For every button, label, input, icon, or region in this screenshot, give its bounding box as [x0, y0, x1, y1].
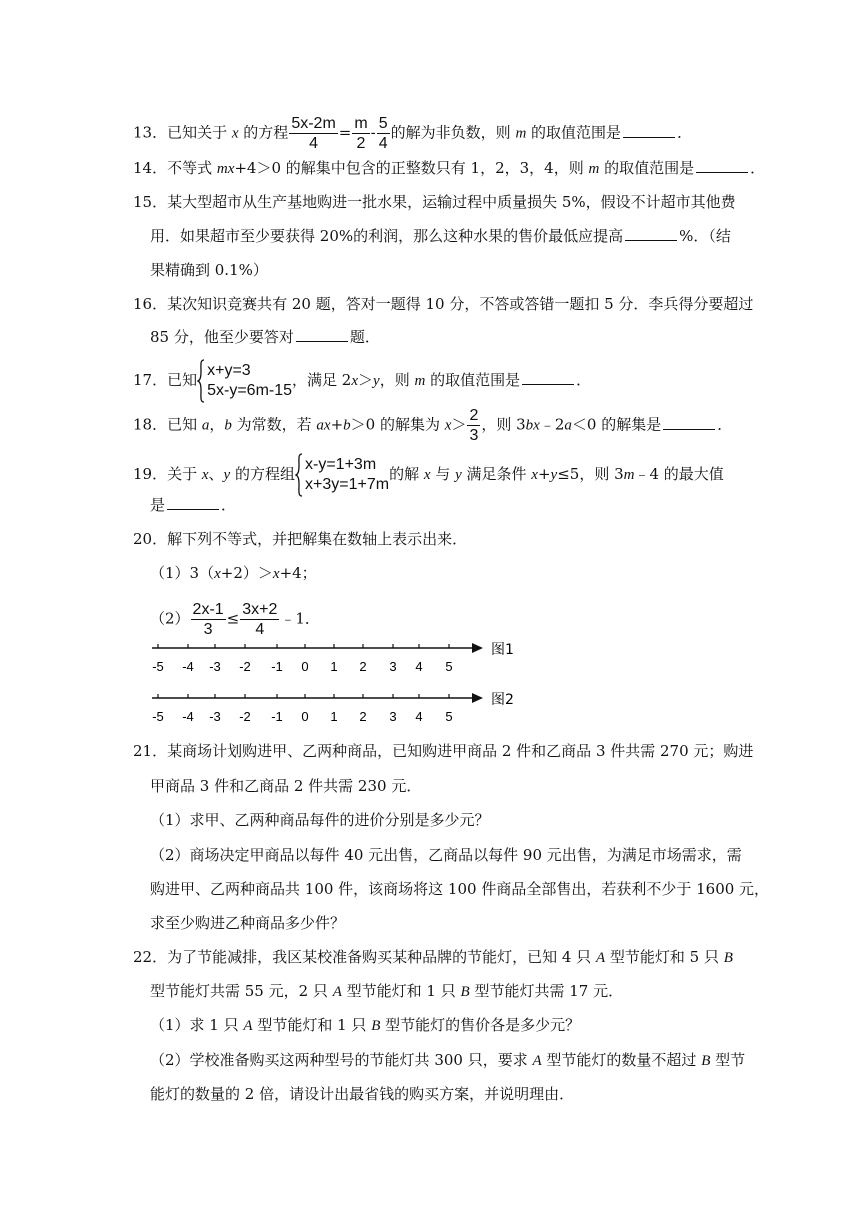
- q18-text-2: 为常数，若: [231, 415, 317, 434]
- q13-fraction-2: [352, 114, 369, 153]
- q19-equation-system: [295, 455, 389, 495]
- q13-text-2: 的方程: [238, 123, 289, 142]
- q20-text: 20．解下列不等式，并把解集在数轴上表示出来．: [133, 530, 468, 548]
- question-22-part-2-line-2: [150, 1084, 574, 1104]
- q13-text-4: 的取值范围是: [526, 123, 622, 142]
- q21-text-6: 求至少购进乙种商品多少件？: [150, 914, 346, 932]
- q22-text-4: 型节能灯和 1 只: [341, 982, 461, 1000]
- q19-text-2: 的方程组: [230, 465, 295, 483]
- q17-gt: ＞: [358, 371, 374, 389]
- q20-fraction-2: [240, 600, 279, 639]
- q17-text-4: 的取值范围是: [425, 371, 521, 389]
- q18-var-a: a: [201, 417, 210, 434]
- q20-le: ≤: [226, 609, 240, 628]
- q22-var-b-3: B: [371, 1018, 381, 1034]
- q17-equation-system: [197, 361, 292, 401]
- q18-comma: ，: [209, 415, 225, 434]
- q19-var-m: m: [623, 467, 635, 483]
- q14-text: 14．不等式: [133, 159, 217, 177]
- question-15-line-3: [150, 260, 268, 280]
- arrow-right-icon: [472, 643, 483, 653]
- q20-part1-text: （1）3（: [150, 564, 215, 582]
- q21-text-3: （1）求甲、乙两种商品每件的进价分别是多少元？: [150, 811, 490, 829]
- q17-equation-1: x+y=3: [207, 362, 251, 379]
- answer-blank[interactable]: [623, 123, 675, 138]
- number-line-tick-label: -3: [209, 659, 221, 674]
- q14-var-m: m: [588, 161, 600, 177]
- q18-expr: ax: [316, 417, 331, 434]
- number-line-tick-label: 1: [330, 709, 338, 724]
- q15-text-2: 用．如果超市至少要获得 20%的利润，那么这种水果的售价最低应提高: [150, 227, 624, 245]
- q18-var-b-2: b: [343, 417, 351, 434]
- q18-var-b: b: [224, 417, 232, 434]
- number-line-tick-label: -1: [271, 709, 283, 724]
- answer-blank[interactable]: [296, 327, 348, 342]
- question-19-line-2: [150, 495, 236, 515]
- q17-var-y: y: [373, 373, 380, 389]
- q21-text-5: 购进甲、乙两种商品共 100 件，该商场将这 100 件商品全部售出，若获利不少于 1600 元，: [150, 880, 770, 898]
- q21-text-4: （2）商场决定甲商品以每件 40 元出售，乙商品以每件 90 元出售，为满足市场需求，需: [150, 846, 742, 864]
- question-21-part-2-line-2: [150, 879, 769, 899]
- q22-text-9: （2）学校准备购买这两种型号的节能灯共 300 只，要求: [150, 1051, 533, 1069]
- q13-fraction-3: [377, 114, 390, 153]
- q13-fraction-3-num: 5: [378, 115, 388, 132]
- q20-fraction-2-num: 3x+2: [242, 601, 278, 618]
- q22-var-a: A: [595, 950, 606, 966]
- question-21-line-2: [150, 776, 421, 796]
- number-line-tick-label: 3: [389, 709, 397, 724]
- number-line-tick-label: -4: [182, 659, 194, 674]
- number-line-2-svg: [150, 688, 530, 732]
- figure-label: 图2: [491, 692, 514, 708]
- question-22-part-1: [150, 1015, 580, 1036]
- q18-text-4: ，则 3: [481, 415, 526, 434]
- q19-var-y-2: y: [455, 467, 462, 483]
- q19-var-x: x: [201, 467, 209, 483]
- q22-text-7: 型节能灯和 1 只: [252, 1016, 372, 1034]
- q17-equation-2: 5x-y=6m-15: [207, 382, 293, 399]
- q22-var-a-3: A: [243, 1018, 253, 1034]
- question-20-part-2: [150, 600, 320, 639]
- number-line-tick-label: 5: [445, 659, 453, 674]
- question-17: [133, 361, 591, 401]
- q19-equation-2: x+3y=1+7m: [305, 476, 390, 493]
- q19-var-y: y: [223, 467, 231, 483]
- number-line-tick-label: -3: [209, 709, 221, 724]
- q18-gt: ＞: [451, 415, 467, 434]
- question-13: [133, 114, 692, 153]
- question-18: [133, 406, 732, 445]
- q19-var-x-2: x: [423, 467, 431, 483]
- q19-text-7: ﹣4 的最大值: [634, 465, 724, 483]
- brace-icon: [197, 359, 205, 403]
- q17-end: ．: [576, 371, 592, 389]
- q20-part1-text-2: +2）＞: [220, 564, 273, 582]
- q13-fraction-2-den: 2: [356, 135, 366, 152]
- question-16-line-2: [150, 327, 380, 347]
- q13-fraction-1: [289, 114, 337, 153]
- q19-text-8: 是: [150, 496, 166, 514]
- q18-var-a-2: a: [564, 417, 572, 434]
- q13-text-3: 的解为非负数，则: [390, 123, 516, 142]
- q20-fraction-1-den: 3: [203, 621, 213, 638]
- question-21-part-2: [150, 845, 742, 865]
- q22-var-a-4: A: [532, 1053, 542, 1069]
- q19-sep: 、: [208, 465, 224, 483]
- q13-minus: -: [370, 123, 376, 142]
- number-line-tick-label: -5: [152, 709, 164, 724]
- q21-text-2: 甲商品 3 件和乙商品 2 件共需 230 元．: [150, 777, 422, 795]
- q20-var-x-2: x: [272, 566, 280, 582]
- q22-var-b-4: B: [701, 1053, 711, 1069]
- q18-var-bx: bx: [525, 417, 540, 434]
- number-line-tick-label: 4: [415, 659, 423, 674]
- q13-fraction-2-num: m: [354, 115, 368, 132]
- q13-fraction-3-den: 4: [378, 135, 388, 152]
- q20-part2-text-2: ﹣1．: [280, 609, 320, 628]
- q18-text: 18．已知: [133, 415, 202, 434]
- q15-text-4: 果精确到 0.1%）: [150, 261, 268, 279]
- q20-part1-text-3: +4；: [279, 564, 317, 582]
- number-line-tick-label: -4: [182, 709, 194, 724]
- answer-blank[interactable]: [663, 415, 715, 430]
- q22-text-11: 型节: [710, 1051, 746, 1069]
- q19-text-4: 与: [430, 465, 456, 483]
- number-line-tick-label: -2: [239, 709, 251, 724]
- question-20: [133, 529, 467, 549]
- q19-text: 19．关于: [133, 465, 202, 483]
- question-21-part-2-line-3: [150, 913, 345, 933]
- q18-plus: +: [330, 415, 344, 434]
- q17-var-x: x: [351, 373, 358, 389]
- answer-blank[interactable]: [696, 158, 748, 173]
- number-line-1: [150, 638, 530, 682]
- question-20-part-1: [150, 563, 317, 584]
- q13-text: 13．已知关于: [133, 123, 232, 142]
- brace-icon: [295, 453, 303, 497]
- q14-text-3: 的取值范围是: [599, 159, 695, 177]
- q20-fraction-2-den: 4: [255, 621, 265, 638]
- q18-text-5: ﹣2: [539, 415, 565, 434]
- q14-expr: mx: [216, 161, 235, 177]
- q19-var-x-3: x: [531, 467, 538, 483]
- q16-text-1: 16．某次知识竞赛共有 20 题，答对一题得 10 分，不答或答错一题扣 5 分．李兵得分要超过: [133, 295, 754, 313]
- q18-var-x: x: [444, 417, 452, 434]
- q14-end: ．: [750, 159, 766, 177]
- number-line-tick-label: 4: [415, 709, 423, 724]
- number-line-tick-label: 3: [389, 659, 397, 674]
- answer-blank[interactable]: [625, 226, 677, 241]
- question-19: [133, 455, 724, 495]
- q17-text-2: ，满足 2: [292, 371, 352, 389]
- q13-eq: =: [338, 123, 352, 142]
- number-line-tick-label: 2: [359, 659, 367, 674]
- number-line-tick-label: 0: [301, 709, 309, 724]
- question-14: [133, 158, 765, 179]
- q22-text-10: 型节能灯的数量不超过: [541, 1051, 702, 1069]
- q13-var-m: m: [515, 125, 527, 142]
- q18-fraction-num: 2: [469, 407, 479, 424]
- number-line-tick-label: -1: [271, 659, 283, 674]
- figure-label: 图1: [491, 642, 514, 658]
- question-21-part-1: [150, 810, 490, 830]
- q22-text-2: 型节能灯和 5 只: [605, 948, 724, 966]
- q19-text-6: ≤5，则 3: [557, 465, 624, 483]
- q20-part2-text: （2）: [150, 609, 190, 628]
- q17-text-3: ，则: [379, 371, 415, 389]
- q22-text-8: 型节能灯的售价各是多少元？: [380, 1016, 581, 1034]
- q22-text-1: 22．为了节能减排，我区某校准备购买某种品牌的节能灯，已知 4 只: [133, 948, 596, 966]
- q22-text-3: 型节能灯共需 55 元，2 只: [150, 982, 333, 1000]
- q13-fraction-1-num: 5x-2m: [291, 115, 336, 132]
- number-line-1-svg: [150, 638, 530, 682]
- q14-text-2: +4＞0 的解集中包含的正整数只有 1，2，3，4，则: [234, 159, 589, 177]
- question-22-part-2: [150, 1050, 745, 1071]
- q16-text-3: 题．: [349, 328, 380, 346]
- q13-fraction-1-den: 4: [309, 135, 318, 152]
- q17-text: 17．已知: [133, 371, 198, 389]
- q22-var-a-2: A: [332, 984, 342, 1000]
- number-line-tick-label: 1: [330, 659, 338, 674]
- q19-plus: +: [537, 465, 551, 483]
- number-line-tick-label: 0: [301, 659, 309, 674]
- question-22-line-2: [150, 981, 623, 1002]
- number-line-tick-label: -2: [239, 659, 251, 674]
- q19-var-y-3: y: [550, 467, 558, 483]
- q22-var-b: B: [723, 950, 733, 966]
- q19-end: ．: [221, 496, 237, 514]
- q18-end: ．: [717, 415, 733, 434]
- q15-text-1: 15．某大型超市从生产基地购进一批水果，运输过程中质量损失 5%，假设不计超市其他费: [133, 193, 736, 211]
- question-16-line-1: [133, 294, 753, 314]
- q21-text-1: 21．某商场计划购进甲、乙两种商品，已知购进甲商品 2 件和乙商品 3 件共需 270 元；购进: [133, 742, 754, 760]
- q20-fraction-1: [191, 600, 226, 639]
- number-line-tick-label: 2: [359, 709, 367, 724]
- q19-text-5: 满足条件: [461, 465, 532, 483]
- answer-blank[interactable]: [522, 370, 574, 385]
- q18-text-6: ＜0 的解集是: [571, 415, 662, 434]
- q16-text-2: 85 分，他至少要答对: [150, 328, 294, 346]
- number-line-tick-label: 5: [445, 709, 453, 724]
- q22-text-12: 能灯的数量的 2 倍，请设计出最省钱的购买方案，并说明理由．: [150, 1085, 575, 1103]
- q22-text-6: （1）求 1 只: [150, 1016, 244, 1034]
- q22-var-b-2: B: [460, 984, 470, 1000]
- arrow-right-icon: [472, 693, 483, 703]
- q18-text-3: ＞0 的解集为: [350, 415, 445, 434]
- q13-var-x: x: [231, 125, 239, 142]
- q22-text-5: 型节能灯共需 17 元．: [469, 982, 624, 1000]
- question-15-line-1: [133, 192, 736, 212]
- q17-var-m: m: [414, 373, 426, 389]
- number-line-tick-label: -5: [152, 659, 164, 674]
- q20-fraction-1-num: 2x-1: [192, 601, 224, 618]
- q13-end: ．: [677, 123, 693, 142]
- q19-text-3: 的解: [389, 465, 424, 483]
- q19-equation-1: x-y=1+3m: [305, 456, 377, 473]
- number-line-2: [150, 688, 530, 732]
- question-15-line-2: [150, 226, 731, 246]
- question-22-line-1: [133, 947, 733, 968]
- q15-text-3: %．（结: [679, 227, 731, 245]
- answer-blank[interactable]: [167, 495, 219, 510]
- q20-var-x: x: [214, 566, 221, 582]
- q18-fraction-den: 3: [469, 427, 479, 444]
- question-21-line-1: [133, 741, 753, 761]
- q18-fraction: [467, 406, 480, 445]
